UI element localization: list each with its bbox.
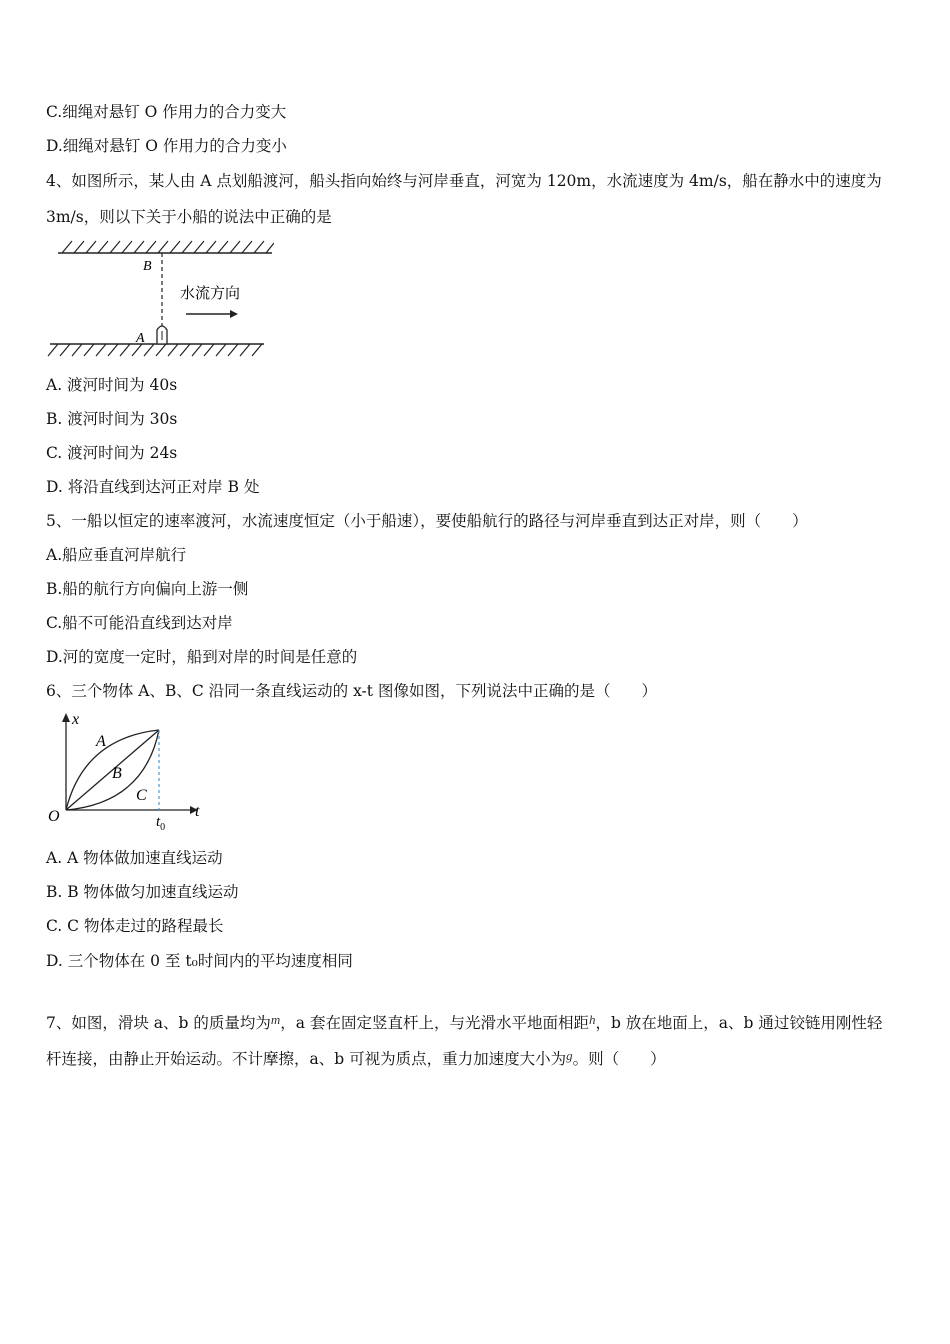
q5-option-d: D.河的宽度一定时，船到对岸的时间是任意的 (46, 648, 358, 666)
river-crossing-figure (44, 236, 274, 364)
q3-option-c: C.细绳对悬钉 O 作用力的合力变大 (46, 103, 287, 121)
origin-label: O (48, 808, 60, 825)
q5-option-b: B.船的航行方向偏向上游一侧 (46, 580, 249, 598)
curve-b-label: B (112, 765, 122, 782)
q4-option-d: D. 将沿直线到达河正对岸 B 处 (46, 478, 260, 496)
q6-option-a: A. A 物体做加速直线运动 (46, 849, 223, 867)
label-a: A (136, 331, 145, 346)
q6-option-d: D. 三个物体在 0 至 t₀时间内的平均速度相同 (46, 952, 353, 970)
x-axis-arrow-icon (62, 713, 70, 722)
xt-graph-figure (44, 708, 214, 834)
q5-stem: 5、一船以恒定的速率渡河，水流速度恒定（小于船速），要使船航行的路径与河岸垂直到达正对岸，则（ ） (46, 512, 808, 530)
q7-stem-line1: 7、如图，滑块 a、b 的质量均为$^m$，a 套在固定竖直杆上，与光滑水平地面相距$^h$，b 放在地面上，a、b 通过铰链用刚性轻 (46, 1012, 883, 1032)
flow-arrow-icon (230, 310, 238, 318)
q4-stem-line2: 3m/s，则以下关于小船的说法中正确的是 (46, 208, 332, 226)
q6-option-b: B. B 物体做匀加速直线运动 (46, 883, 239, 901)
axis-t-label: t (195, 803, 200, 820)
q4-stem-line1: 4、如图所示，某人由 A 点划船渡河，船头指向始终与河岸垂直，河宽为 120m，水流速度为 4m/s，船在静水中的速度为 (46, 172, 882, 190)
q6-option-c: C. C 物体走过的路程最长 (46, 917, 224, 935)
label-b: B (143, 259, 152, 274)
symbol-h: h (588, 1012, 596, 1027)
curve-a-label: A (96, 733, 106, 750)
flow-direction-label: 水流方向 (180, 284, 241, 302)
axis-x-label: x (72, 711, 80, 728)
q5-option-c: C.船不可能沿直线到达对岸 (46, 614, 233, 632)
upper-bank-hatch (62, 241, 274, 253)
symbol-m: m (270, 1012, 281, 1027)
symbol-g: g (566, 1048, 573, 1063)
lower-bank-hatch (48, 344, 262, 356)
q6-stem: 6、三个物体 A、B、C 沿同一条直线运动的 x-t 图像如图，下列说法中正确的是（ ） (46, 682, 657, 700)
q3-option-d: D.细绳对悬钉 O 作用力的合力变小 (46, 137, 287, 155)
t0-label: $t_0$ (156, 814, 166, 833)
q4-option-b: B. 渡河时间为 30s (46, 410, 178, 428)
q7-stem-line2: 杆连接，由静止开始运动。不计摩擦，a、b 可视为质点，重力加速度大小为$^g$。则（ ） (46, 1048, 666, 1068)
q5-option-a: A.船应垂直河岸航行 (46, 546, 187, 564)
q4-option-c: C. 渡河时间为 24s (46, 444, 178, 462)
curve-c-label: C (136, 787, 147, 804)
q4-option-a: A. 渡河时间为 40s (46, 376, 178, 394)
